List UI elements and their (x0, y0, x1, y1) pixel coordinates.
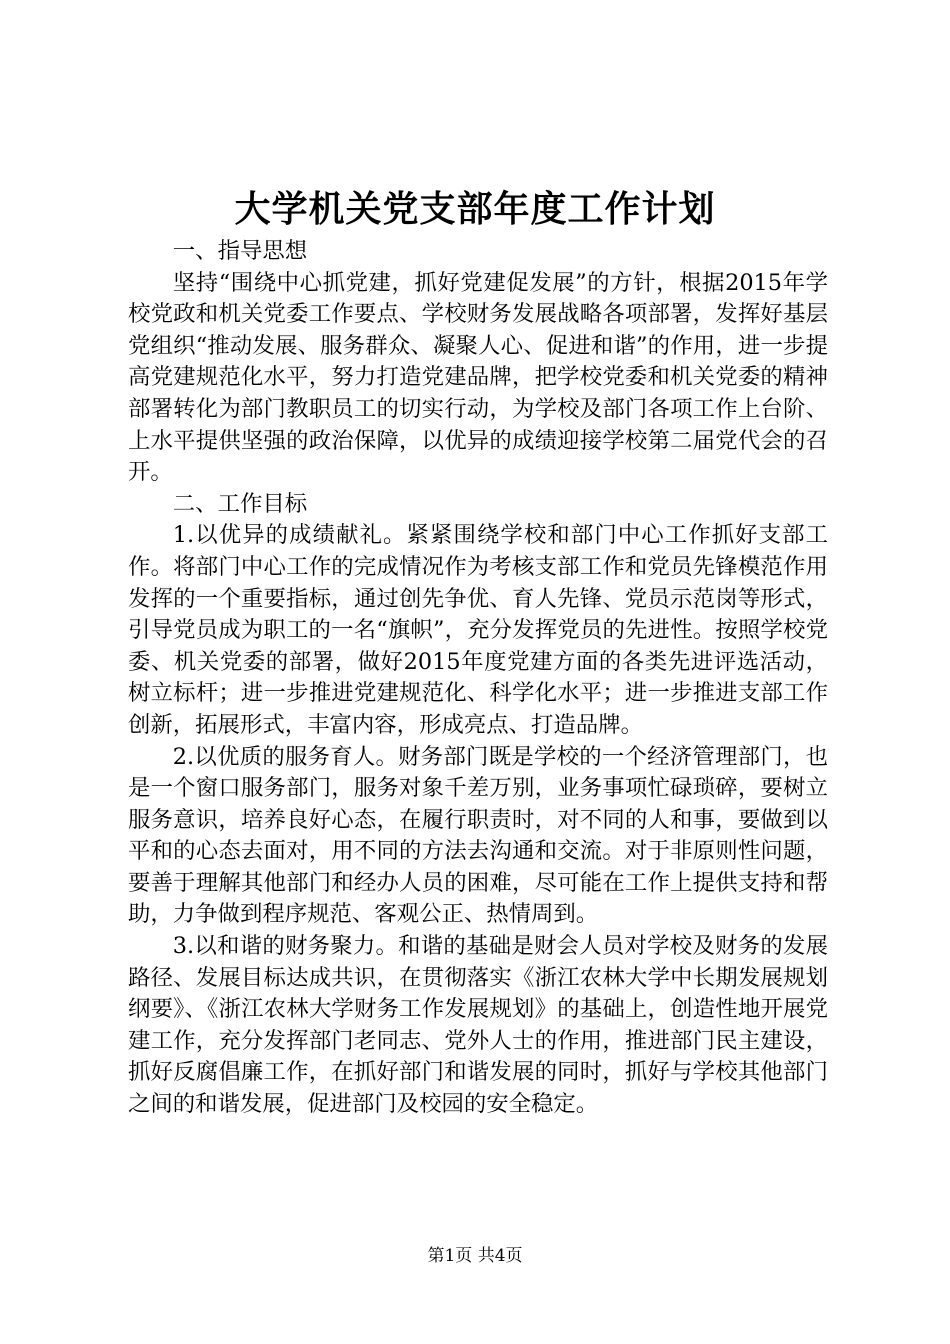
document-title: 大学机关党支部年度工作计划 (234, 188, 716, 230)
page-footer: 第1页 共4页 (427, 1246, 523, 1266)
paragraph-goal-3: 3.以和谐的财务聚力。和谐的基础是财会人员对学校及财务的发展路径、发展目标达成共识，在贯彻落实《浙江农林大学中长期发展规划纲要》、《浙江农林大学财务工作发展规划》的基础上，创造性地开展党建工作，充分发挥部门老同志、党外人士的作用，推进部门民主建设，抓好反腐倡廉工作，在抓好部门和谐发展的同时，抓好与学校其他部门之间的和谐发展，促进部门及校园的安全稳定。 (128, 933, 828, 1118)
paragraph-goal-1: 1.以优异的成绩献礼。紧紧围绕学校和部门中心工作抓好支部工作。将部门中心工作的完成情况作为考核支部工作和党员先锋模范作用发挥的一个重要指标，通过创先争优、育人先锋、党员示范岗等形式，引导党员成为职工的一名“旗帜”，充分发挥党员的先进性。按照学校党委、机关党委的部署，做好2015年度党建方面的各类先进评选活动，树立标杆；进一步推进党建规范化、科学化水平；进一步推进支部工作创新，拓展形式，丰富内容，形成亮点、打造品牌。 (128, 522, 828, 738)
section-heading-work-goals: 二、工作目标 (172, 490, 308, 517)
paragraph-goal-2: 2.以优质的服务育人。财务部门既是学校的一个经济管理部门，也是一个窗口服务部门，服务对象千差万别，业务事项忙碌琐碎，要树立服务意识，培养良好心态，在履行职责时，对不同的人和事，要做到以平和的心态去面对，用不同的方法去沟通和交流。对于非原则性问题，要善于理解其他部门和经办人员的困难，尽可能在工作上提供支持和帮助，力争做到程序规范、客观公正、热情周到。 (128, 743, 828, 928)
paragraph-guiding-ideology: 坚持“围绕中心抓党建，抓好党建促发展”的方针，根据2015年学校党政和机关党委工作要点、学校财务发展战略各项部署，发挥好基层党组织“推动发展、服务群众、凝聚人心、促进和谐”的作用，进一步提高党建规范化水平，努力打造党建品牌，把学校党委和机关党委的精神部署转化为部门教职员工的切实行动，为学校及部门各项工作上台阶、上水平提供坚强的政治保障，以优异的成绩迎接学校第二届党代会的召开。 (128, 269, 828, 486)
document-body (128, 236, 828, 1121)
section-heading-guiding-ideology: 一、指导思想 (172, 238, 308, 264)
